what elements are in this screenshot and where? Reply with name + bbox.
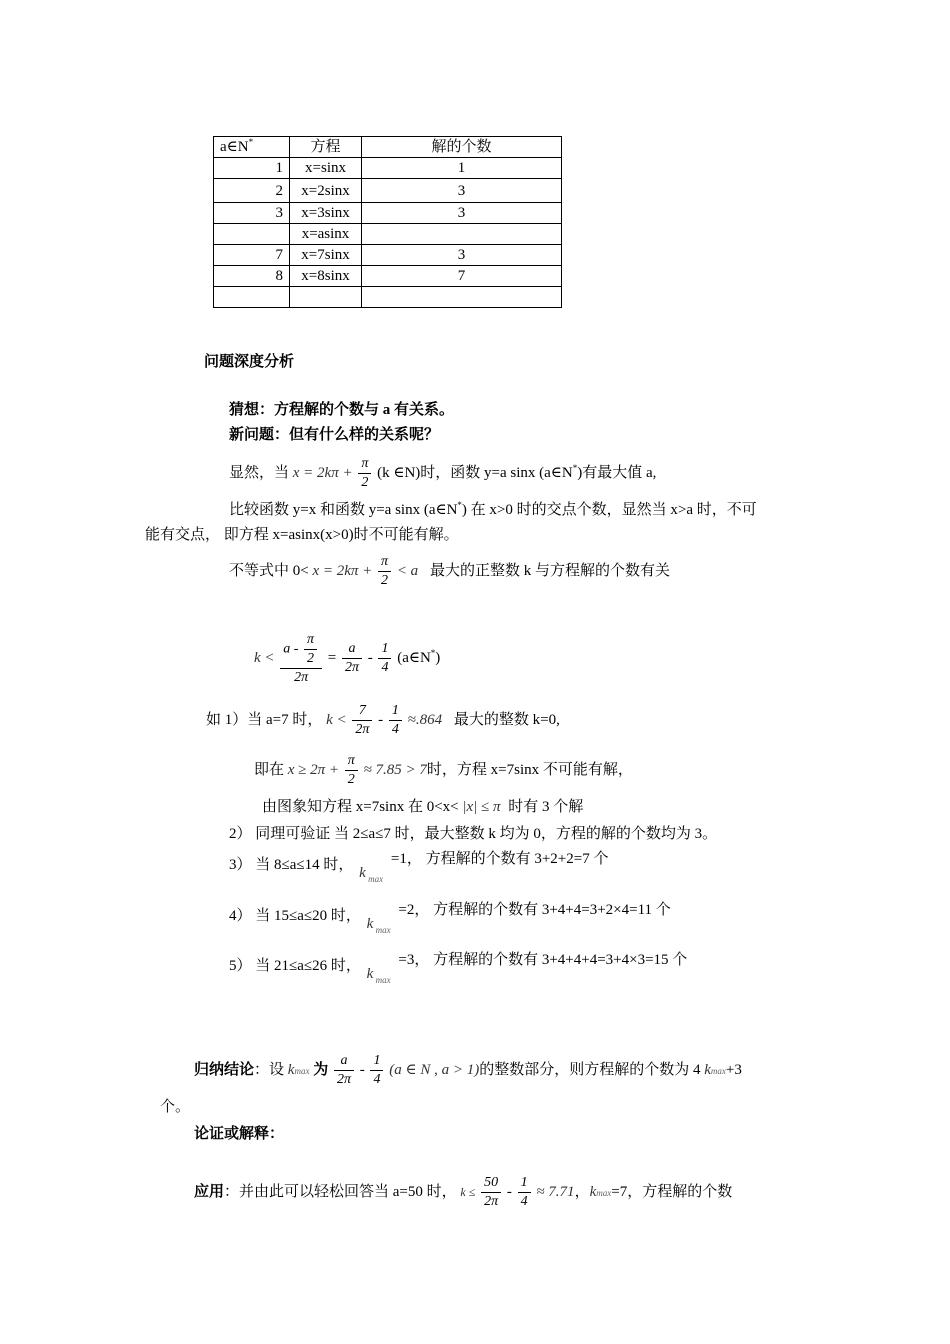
text: 5） 当 21≤a≤26 时， [229,958,361,974]
fraction [334,1052,354,1089]
header-a: a∈N* [214,137,290,158]
cell-a [214,287,290,308]
subscript: max [710,1066,726,1076]
math-expression: |x| ≤ π [462,799,501,815]
denominator: 2 [381,573,389,589]
denominator: 2 [347,772,355,788]
k-max-symbol [365,901,395,935]
denominator: 4 [391,722,399,738]
text: 不等式中 0< [229,563,309,579]
example-3 [229,850,609,884]
k-max-symbol [365,951,395,985]
math-expression: < a [396,563,419,579]
fraction [518,1174,531,1211]
cell-eq: x=asinx [290,224,362,245]
cell-eq: x=8sinx [290,266,362,287]
cell-eq: x=3sinx [290,203,362,224]
minus: - [506,1184,512,1200]
solutions-table [213,136,562,308]
cell-a [214,224,290,245]
table-row [214,224,562,245]
table-row [214,266,562,287]
text: 如 1）当 a=7 时， [206,712,323,728]
denominator: 2 [306,650,314,666]
k-max-symbol [357,850,387,884]
numerator: π [345,752,358,771]
numerator: π [358,455,371,474]
cell-a: 7 [214,245,290,266]
cell-a: 3 [214,203,290,224]
example-1-b [254,750,633,790]
math-expression: x = 2kπ + [312,563,373,579]
text: 时，方程 x=7sinx 不可能有解， [426,762,633,778]
text: 4） 当 15≤a≤20 时， [229,908,361,924]
superscript: * [572,463,578,473]
paragraph-obviously [229,453,656,493]
math-expression: k ≤ [460,1185,476,1199]
text: 的整数部分，则方程解的个数为 4 [479,1062,701,1078]
numerator: 1 [518,1174,531,1193]
text: a - [283,641,299,657]
conclusion [194,1048,742,1093]
k-letter: k [366,916,374,932]
fraction [342,640,362,677]
math-expression: x ≥ 2π + [287,762,340,778]
big-fraction [280,631,322,687]
cell-a: 2 [214,179,290,203]
text: 即在 [254,762,285,778]
k-letter: k [287,1062,295,1078]
subscript: max [375,975,391,985]
denominator: 4 [373,1072,381,1088]
text: =3， 方程解的个数有 3+4+4+4=3+4×3=15 个 [398,952,688,968]
text: ， [574,1184,590,1200]
text: (a∈N [397,650,431,666]
fraction [345,752,358,789]
paragraph-inequality [229,551,670,591]
text: 3） 当 8≤a≤14 时， [229,857,354,873]
math-expression: x = 2kπ + [292,465,353,481]
application [194,1172,732,1213]
text: 由图象知方程 x=7sinx 在 0<x< [262,799,459,815]
table-header-row [214,137,562,158]
math-expression: ≈ 7.71 [536,1184,575,1200]
subscript: max [368,874,384,884]
conclusion-line2: 个。 [160,1099,191,1115]
conclusion-label: 归纳结论 [194,1062,255,1078]
text: =7，方程解的个数 [611,1184,733,1200]
example-1-c [262,797,583,817]
denominator: 2 [361,475,369,491]
cell-count: 1 [362,158,562,179]
fraction [378,553,391,590]
k-letter: k [704,1062,711,1078]
fraction [378,640,391,677]
text: ) 在 x>0 时的交点个数，显然当 x>a 时，不可 [461,502,757,518]
text: ：设 [254,1062,285,1078]
denominator: 2π [294,669,309,685]
cell-a: 8 [214,266,290,287]
cell-count [362,287,562,308]
text: 最大的整数 k=0, [453,712,560,728]
cell-eq: x=7sinx [290,245,362,266]
fraction [389,702,402,739]
text: 为 [313,1062,329,1078]
cell-count [362,224,562,245]
text: 比较函数 y=x 和函数 y=a sinx (a∈N [229,502,458,518]
fraction [358,455,371,492]
table-row [214,179,562,203]
fraction [481,1174,501,1211]
fraction [370,1052,383,1089]
text: (k ∈N)时，函数 y=a sinx (a∈N [377,465,573,481]
section-title: 问题深度分析 [204,354,295,370]
cell-count: 3 [362,203,562,224]
text: 最大的正整数 k 与方程解的个数有关 [429,563,670,579]
guess-text: 猜想：方程解的个数与 a 有关系。 [229,402,455,418]
inner-fraction [304,631,317,668]
denominator: 2π [344,660,359,676]
denominator: 4 [520,1194,528,1210]
k-letter: k [359,865,366,881]
numerator: a [342,640,362,659]
denominator: 4 [381,660,389,676]
numerator: a [334,1052,354,1071]
minus: - [359,1062,365,1078]
superscript: * [457,500,462,510]
table-row [214,158,562,179]
denominator: 2π [336,1072,351,1088]
proof-label: 论证或解释： [194,1126,285,1142]
numerator: 1 [370,1052,383,1071]
numerator: 1 [378,640,391,659]
example-4 [229,901,671,935]
text: 时有 3 个解 [508,799,584,815]
numerator: 1 [389,702,402,721]
text: +3 [725,1062,742,1078]
math-expression: k < [326,712,347,728]
numerator: π [304,631,317,650]
paragraph-compare-line2: 能有交点， 即方程 x=asinx(x>0)时不可能有解。 [145,527,459,543]
denominator: 2π [355,722,370,738]
text: =1， 方程解的个数有 3+2+2=7 个 [390,851,609,867]
fraction [352,702,372,739]
numerator: π [378,553,391,572]
denominator: 2π [484,1194,499,1210]
cell-a: 1 [214,158,290,179]
minus: - [378,712,384,728]
k-formula [254,628,440,688]
text: =2， 方程解的个数有 3+4+4=3+2×4=11 个 [398,902,671,918]
numerator: 7 [352,702,372,721]
subscript: max [596,1188,612,1198]
example-5 [229,951,688,985]
new-question-text: 新问题：但有什么样的关系呢？ [229,427,440,443]
equals: = [327,650,337,666]
table-row [214,203,562,224]
superscript: * [430,648,436,658]
cell-count: 7 [362,266,562,287]
example-1 [206,700,560,740]
text: ：并由此可以轻松回答当 a=50 时， [224,1184,457,1200]
cell-count: 3 [362,179,562,203]
application-label: 应用 [194,1184,225,1200]
math-expression: (a ∈ N , a > 1) [389,1062,480,1078]
header-equation: 方程 [290,137,362,158]
example-2: 2） 同理可验证 当 2≤a≤7 时，最大整数 k 均为 0，方程的解的个数均为 3。 [229,826,718,842]
k-letter: k [589,1184,597,1200]
numerator: 50 [481,1174,501,1193]
minus: - [367,650,373,666]
text: ) [435,650,441,666]
subscript: max [294,1066,310,1076]
numerator [280,631,322,669]
cell-count: 3 [362,245,562,266]
cell-eq: x=sinx [290,158,362,179]
text: 显然，当 [229,465,290,481]
math-expression: k < [254,650,275,666]
cell-eq [290,287,362,308]
paragraph-compare-line1 [229,500,757,520]
k-letter: k [366,966,374,982]
header-count: 解的个数 [362,137,562,158]
math-expression: ≈.864 [407,712,443,728]
text: )有最大值 a, [577,465,657,481]
subscript: max [375,925,391,935]
math-expression: ≈ 7.85 > 7 [363,762,427,778]
table-row [214,287,562,308]
cell-eq: x=2sinx [290,179,362,203]
table-row [214,245,562,266]
